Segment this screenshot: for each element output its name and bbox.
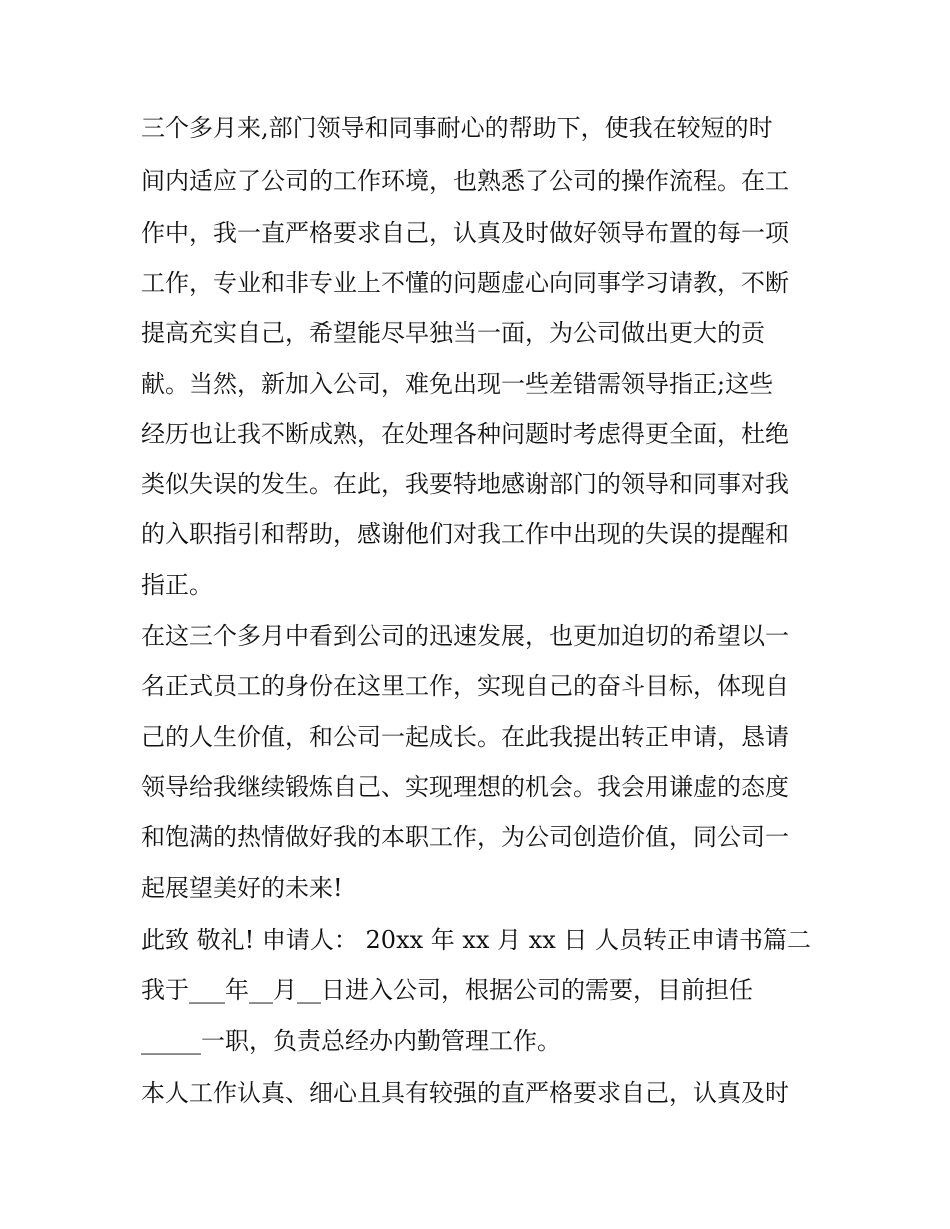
text-line: 和饱满的热情做好我的本职工作，为公司创造价值，同公司一	[141, 823, 789, 851]
text-line: 我于___年__月__日进入公司，根据公司的需要，目前担任	[141, 976, 753, 1004]
text-line: 在这三个多月中看到公司的迅速发展，也更加迫切的希望以一	[141, 622, 789, 650]
text-line: 三个多月来,部门领导和同事耐心的帮助下，使我在较短的时	[141, 114, 773, 142]
text-line: 经历也让我不断成熟，在处理各种问题时考虑得更全面，杜绝	[141, 420, 789, 448]
text-line: 己的人生价值，和公司一起成长。在此我提出转正申请，恳请	[141, 723, 789, 751]
text-line: 名正式员工的身份在这里工作，实现自己的奋斗目标，体现自	[141, 672, 789, 700]
text-line: 起展望美好的未来!	[141, 874, 343, 902]
text-line: 工作，专业和非专业上不懂的问题虚心向同事学习请教，不断	[141, 269, 789, 297]
text-line: 此致 敬礼! 申请人： 20xx 年 xx 月 xx 日 人员转正申请书篇二	[141, 926, 812, 954]
text-line: 类似失误的发生。在此，我要特地感谢部门的领导和同事对我	[141, 470, 789, 498]
text-line: 间内适应了公司的工作环境，也熟悉了公司的操作流程。在工	[141, 167, 789, 195]
text-line: 作中，我一直严格要求自己，认真及时做好领导布置的每一项	[141, 219, 789, 247]
text-line: 的入职指引和帮助，感谢他们对我工作中出现的失误的提醒和	[141, 520, 789, 548]
text-line: 领导给我继续锻炼自己、实现理想的机会。我会用谦虚的态度	[141, 773, 789, 801]
text-line: 献。当然，新加入公司，难免出现一些差错需领导指正;这些	[141, 370, 774, 398]
text-line: 指正。	[141, 571, 213, 599]
text-line: _____一职，负责总经办内勤管理工作。	[141, 1027, 561, 1055]
text-line: 提高充实自己，希望能尽早独当一面，为公司做出更大的贡	[141, 319, 765, 347]
text-line: 本人工作认真、细心且具有较强的直严格要求自己，认真及时	[141, 1079, 789, 1107]
